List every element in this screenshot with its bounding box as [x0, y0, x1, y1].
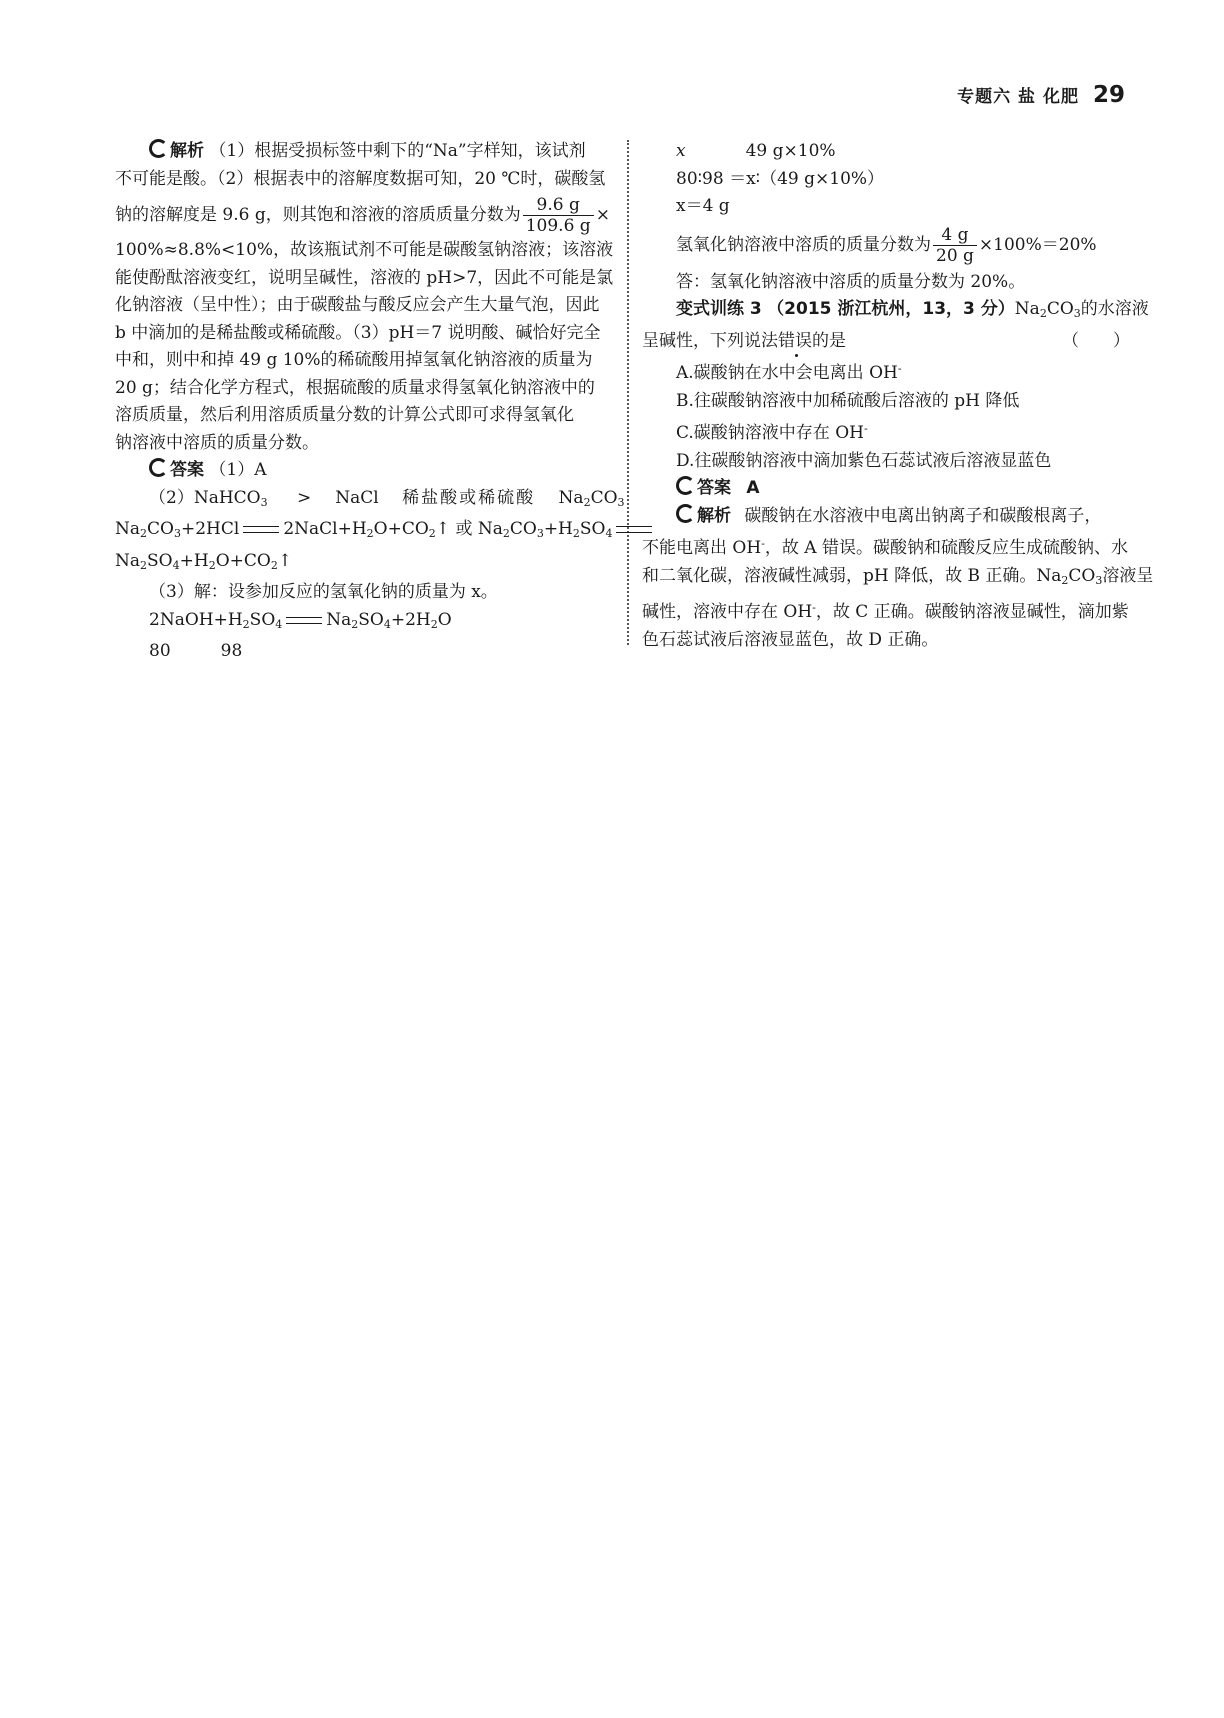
- answer-line: （2）NaHCO$_3$ > NaCl 稀盐酸或稀硫酸 $Na_2CO_3$: [149, 487, 625, 509]
- analysis-tag: 解析: [149, 141, 204, 161]
- analysis-line: 化钠溶液（呈中性）；由于碳酸盐与酸反应会产生大量气泡，因此: [115, 295, 600, 315]
- analysis-line: 色石蕊试液后溶液显蓝色，故 D 正确。: [642, 629, 939, 650]
- answer-line: 答案 （1）A: [115, 457, 611, 485]
- analysis-line: 中和，则中和掉 49 g 10%的稀硫酸用掉氢氧化钠溶液的质量为: [115, 350, 593, 370]
- analysis-line: 不可能是酸。（2）根据表中的溶解度数据可知，20 ℃时，碳酸氢: [115, 168, 606, 189]
- solve-line: （3）解：设参加反应的氢氧化钠的质量为 x。: [149, 582, 498, 602]
- option-b: B.往碳酸钠溶液中加稀硫酸后溶液的 pH 降低: [676, 390, 1020, 411]
- analysis-line: 解析 （1）根据受损标签中剩下的“Na”字样知，该试剂: [115, 138, 611, 166]
- answer-line: [642, 475, 1130, 503]
- equals-sign: [243, 526, 279, 533]
- analysis-line: 钠溶液中溶质的质量分数。: [115, 432, 319, 453]
- bullet-icon: [676, 504, 695, 523]
- calc-line: x＝4 g: [676, 196, 730, 216]
- analysis-tag: 解析: [676, 506, 731, 526]
- analysis-line: 100%≈8.8%<10%，故该瓶试剂不可能是碳酸氢钠溶液；该溶液: [115, 240, 614, 260]
- calc-line: 80∶98 ＝x∶（49 g×10%）: [676, 168, 885, 189]
- fraction: $\frac{9.6 g}{109.6 g}$: [523, 195, 594, 236]
- question-source: （2015 浙江杭州，13，3 分）: [767, 299, 1015, 319]
- equation-line: $Na_2CO_3+2HCl$ $2NaCl+H_2O+CO_2↑$ 或 $Na_2CO_3+H_2SO_4$: [115, 516, 611, 548]
- equation-line: $2NaOH+H_2SO_4$ $Na_2SO_4+2H_2O$: [149, 609, 452, 631]
- answer-value: A: [746, 478, 760, 498]
- bullet-icon: [149, 458, 168, 477]
- bullet-icon: [676, 476, 695, 495]
- analysis-line: b 中滴加的是稀盐酸或稀硫酸。（3）pH＝7 说明酸、碱恰好完全: [115, 322, 601, 343]
- option-a: A.碳酸钠在水中会电离出 OH-: [676, 362, 902, 383]
- answer-blank: （ ）: [1062, 330, 1130, 351]
- analysis-line: 和二氧化碳，溶液碱性减弱，pH 降低，故 B 正确。$Na_2CO_3$溶液呈: [642, 565, 1154, 587]
- calc-line: 氢氧化钠溶液中溶质的质量分数为 $\frac{4 g}{20 g}$ ×100%＝20%: [676, 224, 1097, 266]
- calc-line: x 49 g×10%: [676, 141, 836, 161]
- analysis-line: 钠的溶解度是 9.6 g，则其饱和溶液的溶质质量分数为 $\frac{9.6 g}{109.6 g}$ ×: [115, 195, 610, 236]
- option-d: D.往碳酸钠溶液中滴加紫色石蕊试液后溶液显蓝色: [676, 450, 1052, 471]
- question-title: 变式训练 3: [676, 299, 762, 319]
- fraction: $\frac{4 g}{20 g}$: [933, 225, 977, 266]
- right-column: [642, 138, 1154, 654]
- analysis-line: 碱性，溶液中存在 OH-，故 C 正确。碳酸钠溶液显碱性，滴加紫: [642, 601, 1129, 622]
- emphasis: 错误: [778, 330, 812, 351]
- left-column: [115, 138, 625, 666]
- equation-line: $Na_2SO_4+H_2O+CO_2↑$: [115, 550, 293, 572]
- analysis-line: 能使酚酞溶液变红，说明呈碱性，溶液的 pH>7，因此不可能是氯: [115, 267, 614, 288]
- question-line: 变式训练 3 （2015 浙江杭州，13，3 分）$Na_2CO_3$的水溶液: [676, 299, 1149, 320]
- option-c: C.碳酸钠溶液中存在 OH-: [676, 422, 868, 443]
- equals-sign: [286, 617, 322, 624]
- analysis-line: 溶质质量，然后利用溶质质量分数的计算公式即可求得氢氧化: [115, 405, 574, 425]
- analysis-line: 解析 碳酸钠在水溶液中电离出钠离子和碳酸根离子，: [642, 503, 1130, 531]
- column-divider: [627, 140, 629, 645]
- mass-line: 80 98: [149, 641, 243, 661]
- analysis-line: 20 g；结合化学方程式，根据硫酸的质量求得氢氧化钠溶液中的: [115, 377, 595, 398]
- answer-tag: 答案: [149, 460, 204, 480]
- answer-tag: 答案: [676, 478, 731, 498]
- page-header: [957, 82, 1125, 108]
- analysis-line: 不能电离出 OH-，故 A 错误。碳酸钠和硫酸反应生成硫酸钠、水: [642, 537, 1128, 558]
- question-line: 呈碱性，下列说法错误的是 （ ）: [642, 328, 1130, 356]
- reply-line: 答：氢氧化钠溶液中溶质的质量分数为 20%。: [676, 271, 1026, 292]
- chapter-title: 专题六 盐 化肥: [957, 87, 1079, 107]
- page-number: 29: [1092, 82, 1125, 108]
- bullet-icon: [149, 139, 168, 158]
